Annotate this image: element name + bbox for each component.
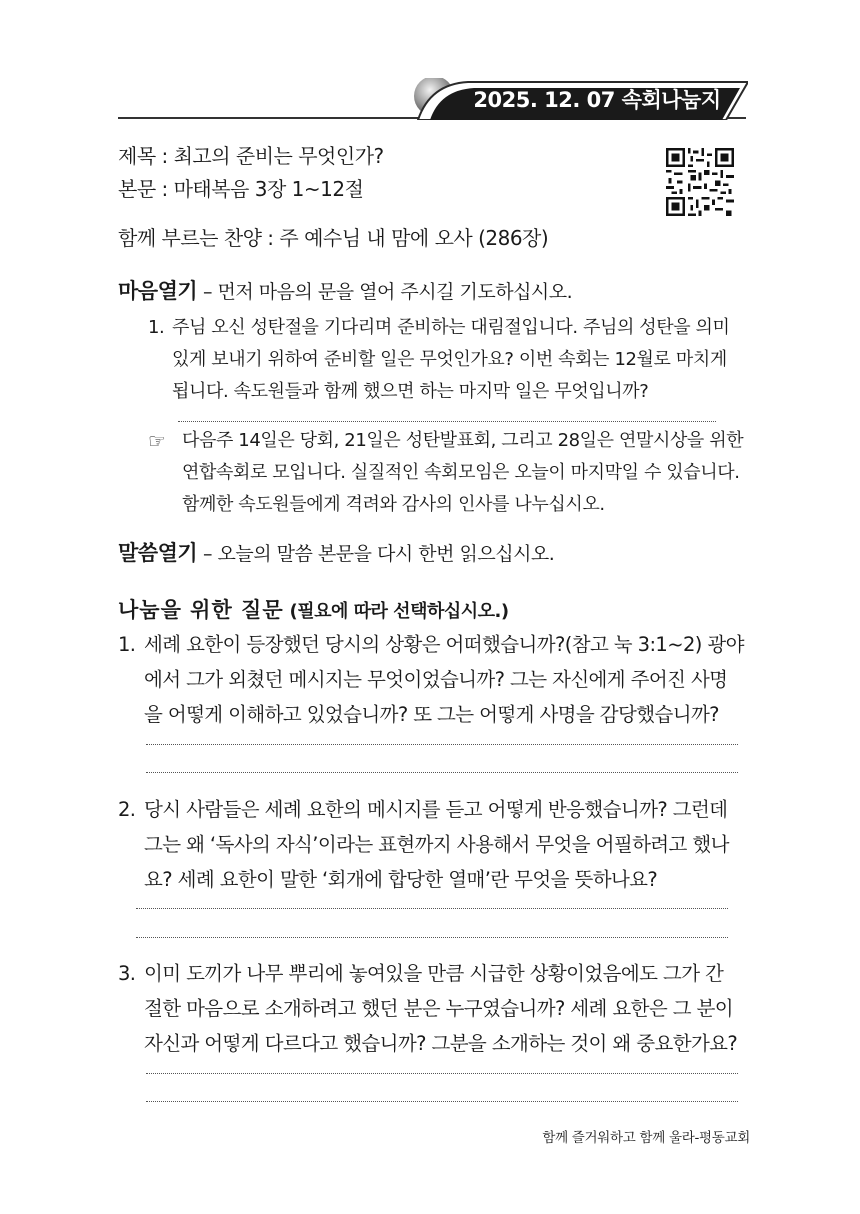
answer-line[interactable] (146, 1073, 738, 1074)
questions-heading: 나눔을 위한 질문 (118, 598, 284, 622)
question-line: 요? 세례 요한이 말한 ‘회개에 합당한 열매’란 무엇을 뜻하나요? (144, 868, 658, 891)
word-section-header (118, 537, 554, 567)
word-subtitle: – 오늘의 말씀 본문을 다시 한번 읽으십시오. (203, 543, 555, 565)
note-line: 연합속회로 모입니다. 실질적인 속회모임은 오늘이 마지막일 수 있습니다. (182, 462, 740, 483)
question-2 (118, 792, 748, 900)
item-number: 1. (148, 317, 165, 338)
question-line: 이미 도끼가 나무 뿌리에 놓여있을 만큼 시급한 상황이었음에도 그가 간 (144, 962, 724, 985)
question-line: 세례 요한이 등장했던 당시의 상황은 어떠했습니까?(참고 눅 3:1~2) 광야 (144, 633, 744, 656)
question-line: 당시 사람들은 세례 요한의 메시지를 듣고 어떻게 반응했습니까? 그런데 (144, 798, 728, 821)
question-number: 3. (118, 962, 136, 985)
question-line: 에서 그가 외쳤던 메시지는 무엇이었습니까? 그는 자신에게 주어진 사명 (144, 668, 728, 691)
qr-code-icon[interactable] (666, 148, 734, 216)
hand-pointer-icon: ☞ (148, 429, 166, 453)
opening-note (148, 425, 748, 525)
footer-motto: 함께 즐거워하고 함께 울라-평동교회 (542, 1130, 750, 1146)
question-line: 절한 마음으로 소개하려고 했던 분은 누구였습니까? 세례 요한은 그 분이 (144, 997, 734, 1020)
opening-heading: 마음열기 (118, 279, 198, 303)
question-number: 1. (118, 633, 136, 656)
opening-item-line: 됩니다. 속도원들과 함께 했으면 하는 마지막 일은 무엇입니까? (172, 381, 649, 402)
note-line: 함께한 속도원들에게 격려와 감사의 인사를 나누십시오. (182, 494, 605, 515)
question-line: 을 어떻게 이해하고 있었습니까? 또 그는 어떻게 사명을 감당했습니까? (144, 703, 719, 726)
header-title: 2025. 12. 07 속회나눔지 (473, 88, 721, 112)
question-1 (118, 627, 748, 735)
note-line: 다음주 14일은 당회, 21일은 성탄발표회, 그리고 28일은 연말시상을 위한 (182, 430, 744, 451)
sermon-title: 제목 : 최고의 준비는 무엇인가? (118, 144, 384, 168)
hymn-info: 함께 부르는 찬양 : 주 예수님 내 맘에 오사 (286장) (118, 226, 549, 250)
opening-subtitle: – 먼저 마음의 문을 열어 주시길 기도하십시오. (203, 281, 573, 303)
answer-line[interactable] (146, 744, 738, 745)
question-3 (118, 956, 748, 1064)
answer-line[interactable] (146, 1101, 738, 1102)
opening-item-line: 있게 보내기 위하여 준비할 일은 무엇인가요? 이번 속회는 12월로 마치게 (172, 349, 727, 370)
opening-section-header (118, 275, 572, 305)
answer-line[interactable] (136, 937, 728, 938)
opening-item-line: 주님 오신 성탄절을 기다리며 준비하는 대림절입니다. 주님의 성탄을 의미 (172, 317, 730, 338)
word-heading: 말씀열기 (118, 541, 198, 565)
answer-line[interactable] (146, 772, 738, 773)
question-line: 그는 왜 ‘독사의 자식’이라는 표현까지 사용해서 무엇을 어필하려고 했나 (144, 833, 729, 856)
question-line: 자신과 어떻게 다르다고 했습니까? 그분을 소개하는 것이 왜 중요한가요? (144, 1032, 738, 1055)
question-number: 2. (118, 798, 136, 821)
answer-line[interactable] (178, 421, 716, 422)
questions-section-header (118, 594, 509, 624)
scripture-reference: 본문 : 마태복음 3장 1~12절 (118, 177, 364, 201)
questions-subheading: (필요에 따라 선택하십시오.) (289, 601, 509, 622)
opening-item-1 (148, 312, 748, 412)
answer-line[interactable] (136, 908, 728, 909)
